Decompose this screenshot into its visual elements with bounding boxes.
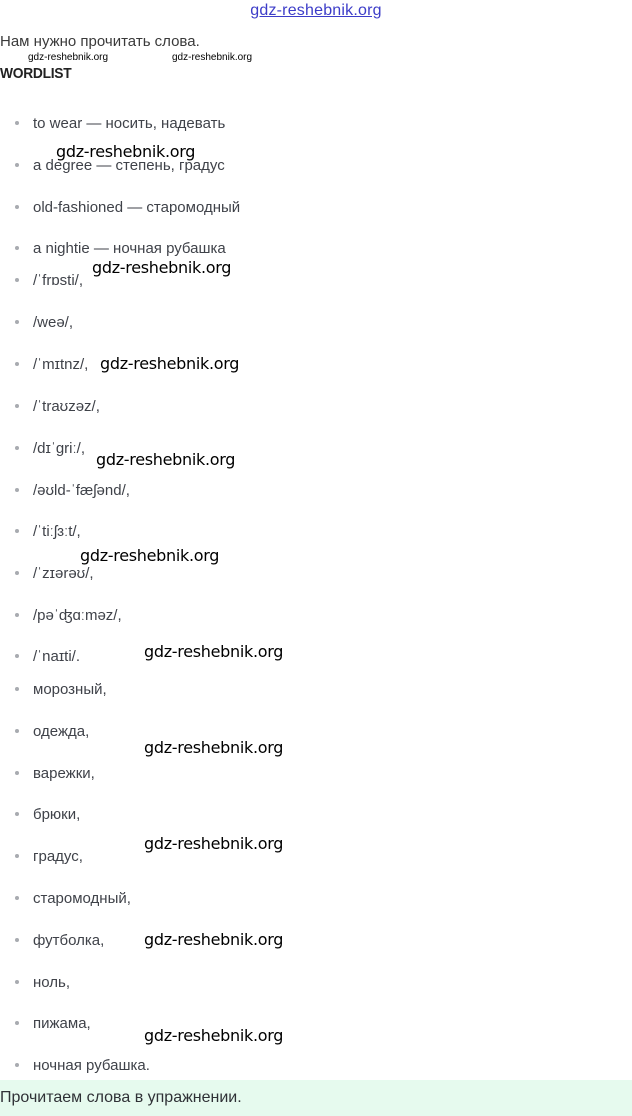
list-item — [15, 271, 83, 291]
list-item — [15, 1056, 150, 1076]
list-item-text: /ˈtraʊzəz/, — [33, 398, 100, 415]
bullet-icon — [15, 896, 19, 900]
footer-note: Прочитаем слова в упражнении. — [0, 1080, 632, 1116]
list-item — [15, 606, 122, 626]
list-item-text: to wear — носить, надевать — [33, 115, 226, 132]
list-item — [15, 564, 94, 584]
watermark: gdz-reshebnik.org — [96, 450, 236, 469]
bullet-icon — [15, 362, 19, 366]
bullet-icon — [15, 571, 19, 575]
bullet-icon — [15, 529, 19, 533]
list-item-text: /dɪˈgriː/, — [33, 440, 86, 457]
watermark: gdz-reshebnik.org — [144, 642, 284, 661]
bullet-icon — [15, 654, 19, 658]
bullet-icon — [15, 163, 19, 167]
bullet-icon — [15, 771, 19, 775]
site-watermark: gdz-reshebnik.org — [250, 2, 382, 19]
watermark: gdz-reshebnik.org — [144, 1026, 284, 1045]
small-watermark: gdz-reshebnik.org — [172, 52, 253, 63]
list-item-text: старомодный, — [33, 890, 131, 907]
bullet-icon — [15, 812, 19, 816]
wordlist-heading: WORDLIST — [0, 65, 72, 82]
bullet-icon — [15, 1063, 19, 1067]
list-item — [15, 481, 130, 501]
list-item-text: морозный, — [33, 681, 107, 698]
small-watermark: gdz-reshebnik.org — [28, 52, 109, 63]
list-item — [15, 522, 81, 542]
list-item-text: градус, — [33, 848, 83, 865]
list-item-text: варежки, — [33, 765, 95, 782]
watermark: gdz-reshebnik.org — [92, 258, 232, 277]
bullet-icon — [15, 854, 19, 858]
list-item — [15, 680, 107, 700]
list-item-text: a degree — степень, градус — [33, 157, 225, 174]
bullet-icon — [15, 205, 19, 209]
list-item — [15, 764, 95, 784]
list-item — [15, 647, 80, 667]
list-item — [15, 313, 73, 333]
bullet-icon — [15, 278, 19, 282]
list-item-text: /ˈfrɒsti/, — [33, 272, 84, 289]
list-item — [15, 355, 88, 375]
list-item — [15, 973, 70, 993]
watermark: gdz-reshebnik.org — [144, 930, 284, 949]
list-item — [15, 114, 225, 134]
list-item — [15, 198, 240, 218]
bullet-icon — [15, 404, 19, 408]
list-item-text: /pəˈʤɑːməz/, — [33, 607, 122, 624]
list-item-text: /ˈnaɪti/. — [33, 648, 81, 665]
watermark: gdz-reshebnik.org — [100, 354, 240, 373]
intro-text: Нам нужно прочитать слова. — [0, 33, 200, 50]
bullet-icon — [15, 121, 19, 125]
bullet-icon — [15, 446, 19, 450]
bullet-icon — [15, 687, 19, 691]
list-item-text: пижама, — [33, 1015, 91, 1032]
watermark: gdz-reshebnik.org — [144, 834, 284, 853]
list-item — [15, 239, 226, 259]
list-item — [15, 397, 100, 417]
list-item-text: /weə/, — [33, 314, 74, 331]
list-item-text: брюки, — [33, 806, 81, 823]
list-item — [15, 722, 89, 742]
list-item — [15, 847, 83, 867]
list-item — [15, 1014, 91, 1034]
list-item — [15, 931, 104, 951]
list-item-text: одежда, — [33, 723, 90, 740]
list-item-text: /ˈtiːʃɜːt/, — [33, 523, 81, 540]
bullet-icon — [15, 938, 19, 942]
list-item-text: /əʊld-ˈfæʃənd/, — [33, 482, 130, 499]
list-item-text: old-fashioned — старомодный — [33, 199, 241, 216]
list-item-text: ночная рубашка. — [33, 1057, 150, 1074]
bullet-icon — [15, 488, 19, 492]
bullet-icon — [15, 1021, 19, 1025]
list-item — [15, 889, 131, 909]
watermark: gdz-reshebnik.org — [56, 142, 196, 161]
bullet-icon — [15, 246, 19, 250]
list-item — [15, 805, 80, 825]
list-item-text: ноль, — [33, 974, 71, 991]
watermark: gdz-reshebnik.org — [80, 546, 220, 565]
bullet-icon — [15, 729, 19, 733]
list-item — [15, 439, 85, 459]
list-item-text: a nightie — ночная рубашка — [33, 240, 226, 257]
watermark: gdz-reshebnik.org — [144, 738, 284, 757]
bullet-icon — [15, 613, 19, 617]
list-item-text: /ˈzɪərəʊ/, — [33, 565, 94, 582]
list-item-text: /ˈmɪtnz/, — [33, 356, 89, 373]
bullet-icon — [15, 980, 19, 984]
list-item-text: футболка, — [33, 932, 105, 949]
bullet-icon — [15, 320, 19, 324]
